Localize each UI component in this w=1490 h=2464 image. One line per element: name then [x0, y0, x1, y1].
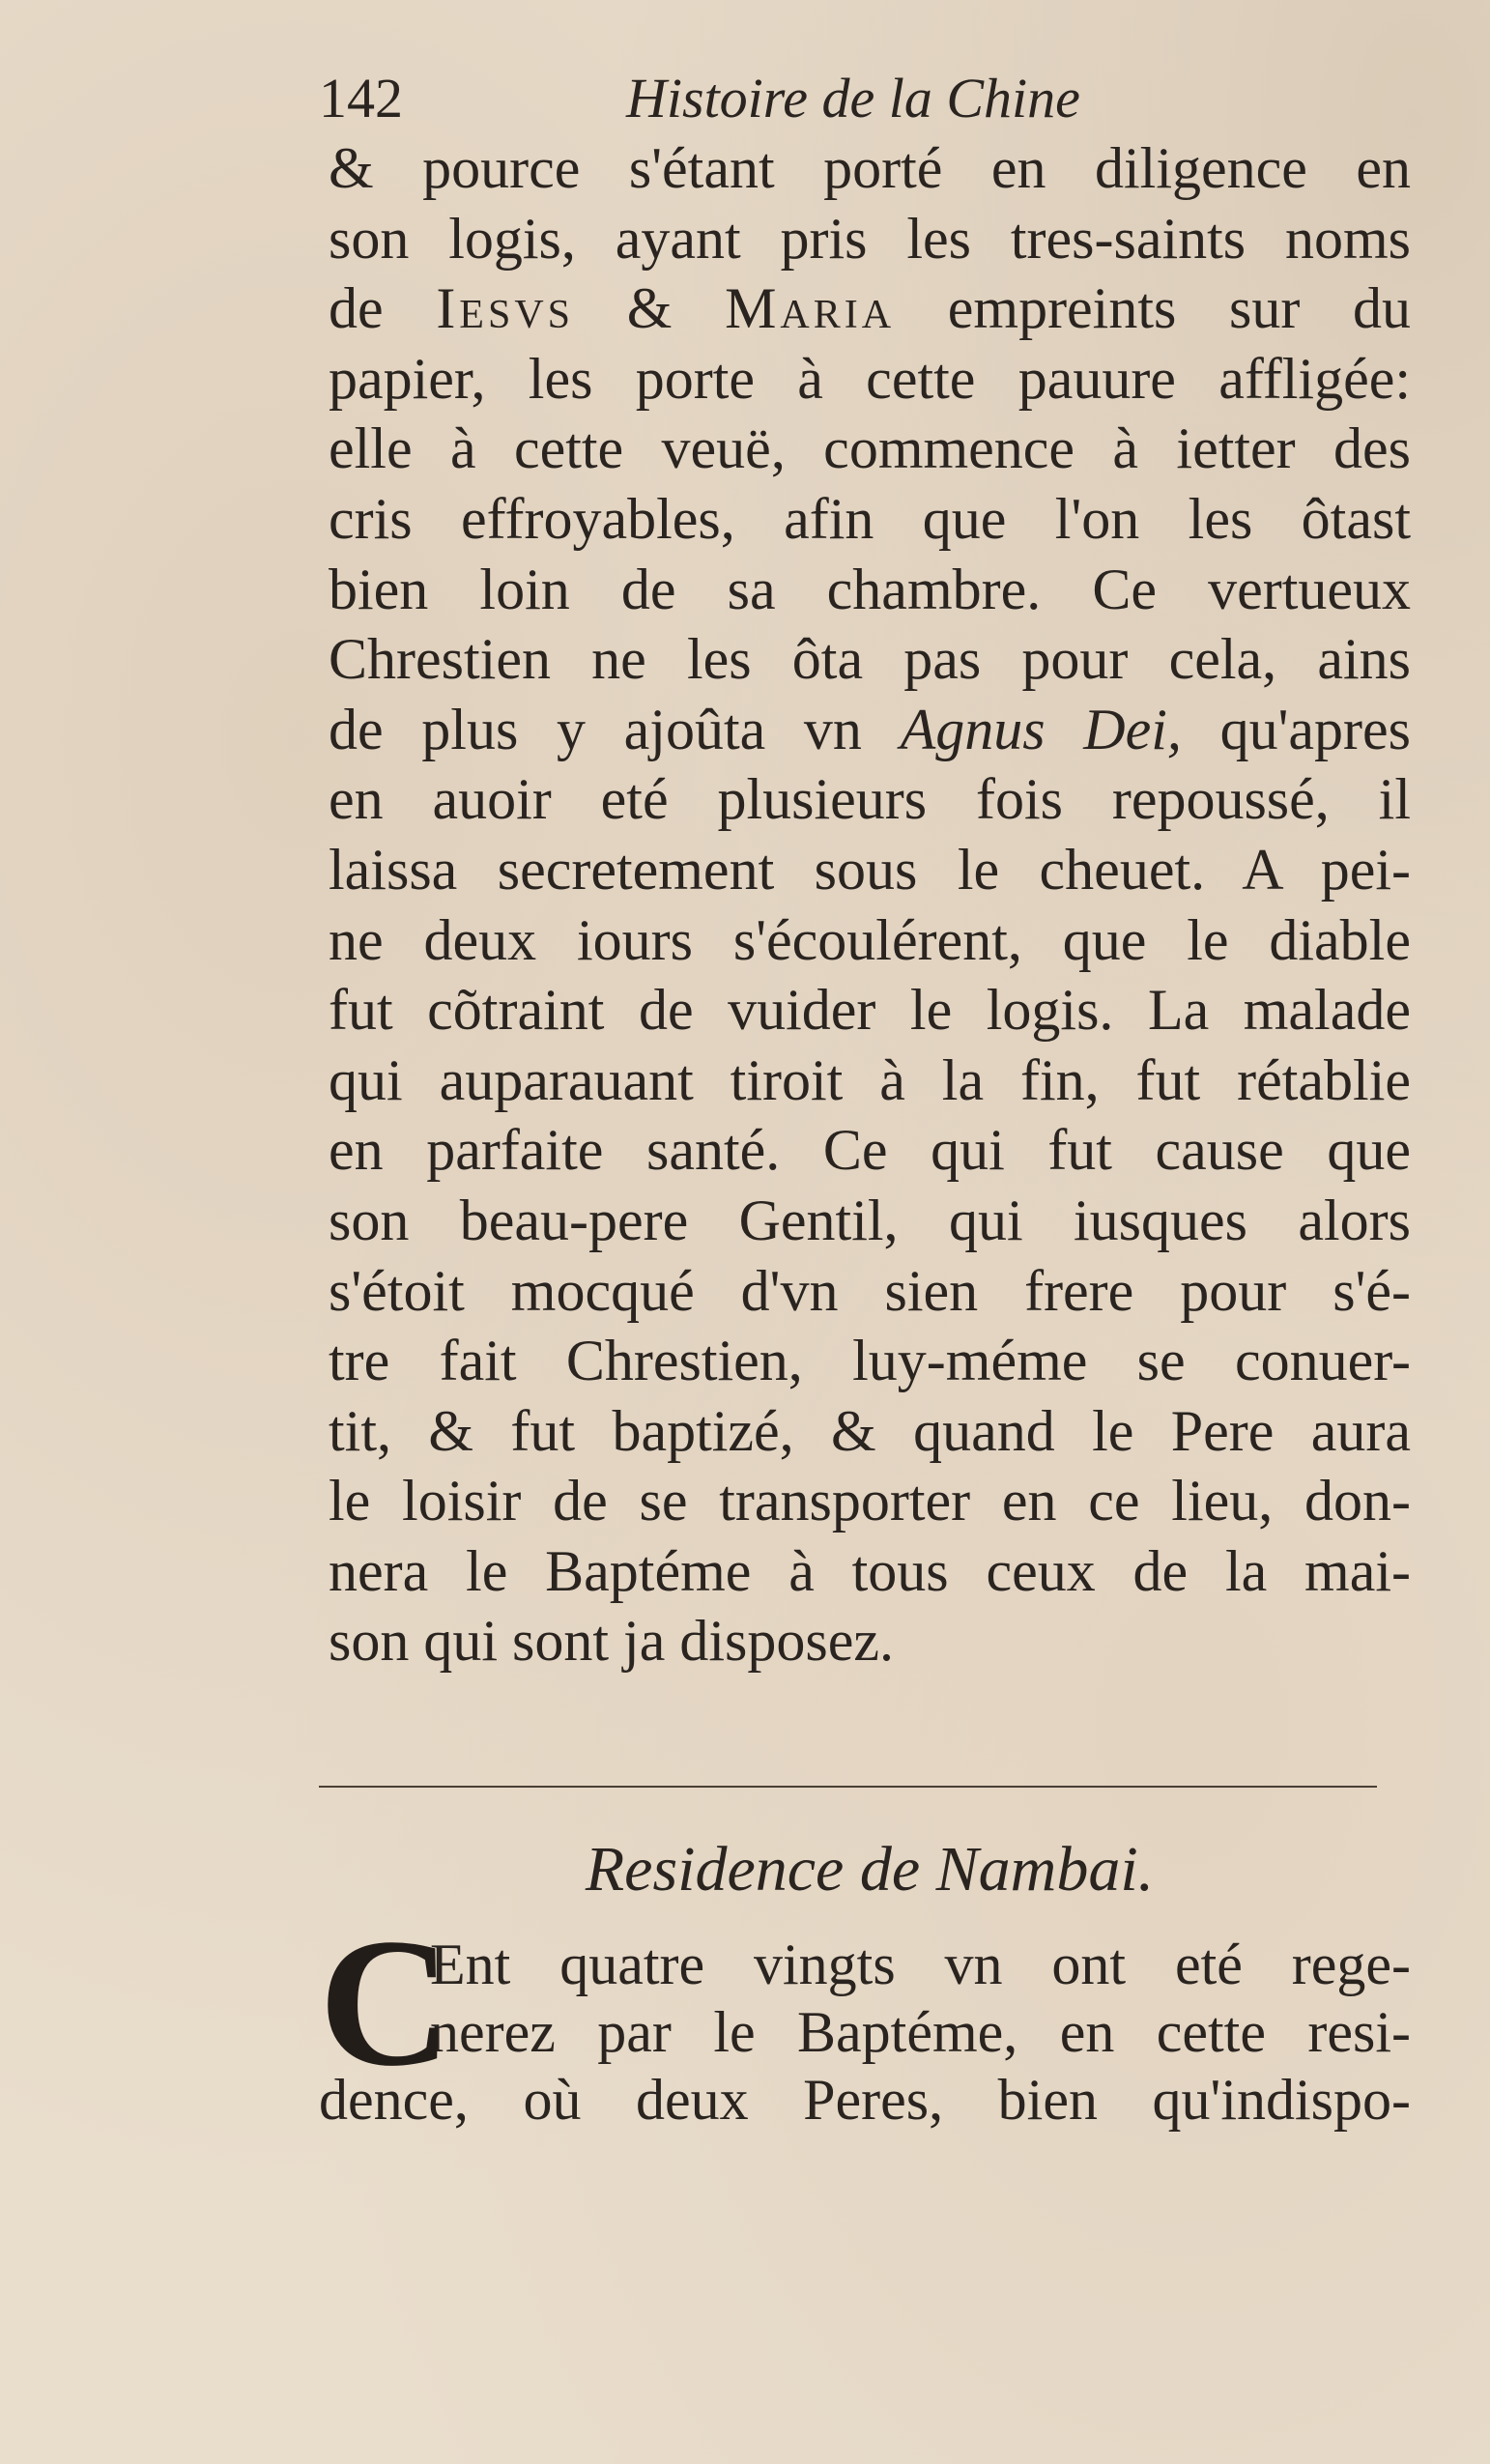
text-line: [329, 695, 1411, 765]
text-line: son beau-pere Gentil, qui iusques alors: [329, 1188, 1411, 1252]
text-line: ne deux iours s'écoulérent, que le diable: [329, 907, 1411, 972]
line-prefix: de plus y ajoûta vn: [329, 697, 862, 761]
text-line: tit, & fut baptizé, & quand le Pere aura: [329, 1398, 1411, 1463]
section-heading: Residence de Nambai.: [585, 1834, 1155, 1905]
text-line: qui auparauant tiroit à la fin, fut rétablie: [329, 1047, 1411, 1112]
line-suffix: qu'apres: [1219, 697, 1411, 761]
text-line: bien loin de sa chambre. Ce vertueux: [329, 557, 1411, 621]
line-prefix: de: [329, 276, 384, 341]
text-line: fut cõtraint de vuider le logis. La malade: [329, 978, 1411, 1043]
drop-cap: C: [319, 1902, 452, 2105]
body-text: [329, 133, 1411, 1676]
text-line: nera le Baptéme à tous ceux de la mai-: [329, 1538, 1411, 1603]
text-line: en parfaite santé. Ce qui fut cause que: [329, 1118, 1411, 1183]
text-line: [329, 273, 1411, 344]
text-line: nerez par le Baptéme, en cette resi-: [430, 2000, 1411, 2064]
agnus-dei: Agnus Dei,: [900, 697, 1182, 761]
text-line: tre fait Chrestien, luy-méme se conuer-: [329, 1329, 1411, 1393]
text-line: Ent quatre vingts vn ont eté rege-: [430, 1933, 1411, 1996]
text-line: laissa secretement sous le cheuet. A pei-: [329, 837, 1411, 902]
line-suffix: empreints sur du: [947, 276, 1412, 341]
text-line: cris effroyables, afin que l'on les ôtast: [329, 486, 1411, 551]
section-divider: [319, 1786, 1377, 1788]
section-text: [319, 1902, 1411, 2134]
running-head: [319, 60, 1189, 137]
text-line: en auoir eté plusieurs fois repoussé, il: [329, 767, 1411, 832]
name-iesus: Iesvs: [436, 276, 575, 341]
text-line: elle à cette veuë, commence à ietter des: [329, 416, 1411, 481]
name-maria: Maria: [725, 276, 896, 341]
text-line: Chrestien ne les ôta pas pour cela, ains: [329, 627, 1411, 692]
text-line: le loisir de se transporter en ce lieu, don-: [329, 1469, 1411, 1533]
page-number: 142: [319, 67, 403, 129]
text-line: dence, où deux Peres, bien qu'indispo-: [319, 2068, 1411, 2132]
text-line: & pource s'étant porté en diligence en: [329, 136, 1411, 200]
text-line: son logis, ayant pris les tres-saints noms: [329, 206, 1411, 271]
text-line: papier, les porte à cette pauure affligée:: [329, 346, 1411, 411]
running-title: Histoire de la Chine: [626, 67, 1080, 129]
ampersand: &: [626, 276, 673, 341]
text-line: s'étoit mocqué d'vn sien frere pour s'é-: [329, 1258, 1411, 1323]
text-line: son qui sont ja disposez.: [329, 1609, 894, 1674]
